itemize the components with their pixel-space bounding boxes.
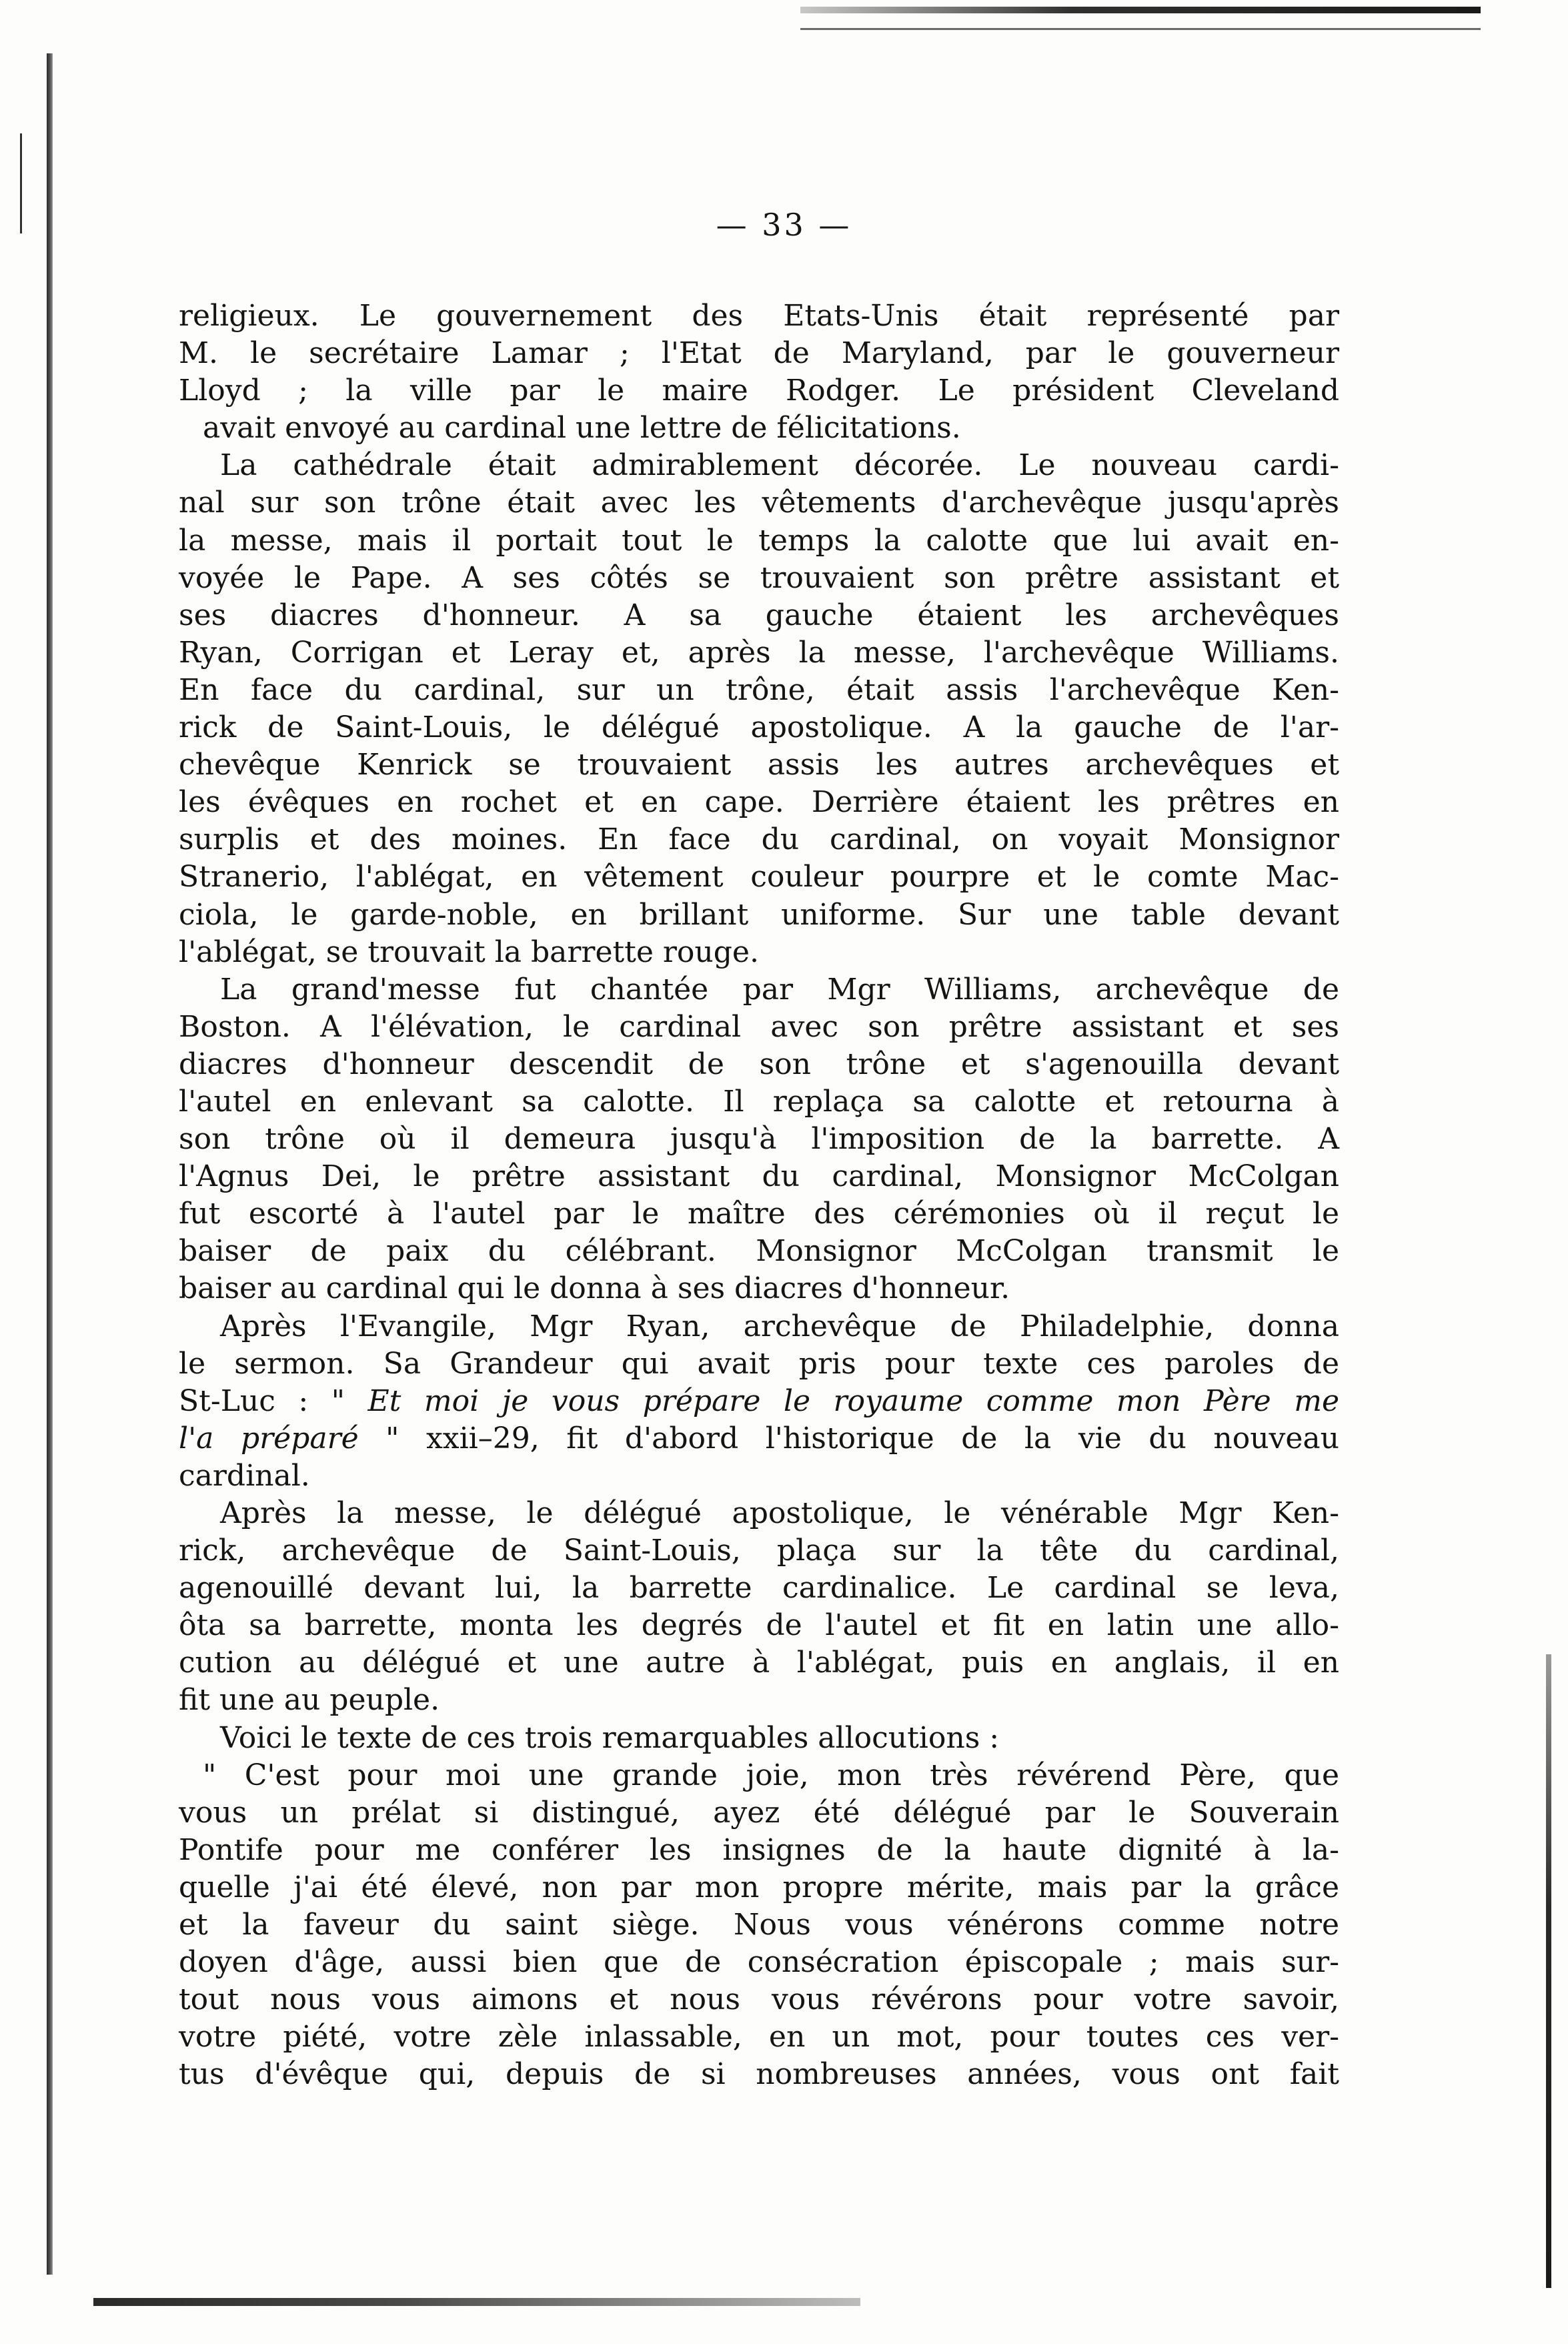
text-line: Voici le texte de ces trois remarquables allocutions : — [220, 1720, 1000, 1755]
text-line: En face du cardinal, sur un trône, était assis l'archevêque Ken- — [179, 672, 1339, 707]
text-line: M. le secrétaire Lamar ; l'Etat de Maryland, par le gouverneur — [179, 336, 1339, 371]
text-line: Après la messe, le délégué apostolique, le vénérable Mgr Ken- — [220, 1496, 1339, 1530]
text-line: tout nous vous aimons et nous vous révérons pour votre savoir, — [179, 1982, 1339, 2017]
text-line: Stranerio, l'ablégat, en vêtement couleur pourpre et le comte Mac- — [179, 860, 1339, 895]
text-line: chevêque Kenrick se trouvaient assis les autres archevêques et — [179, 748, 1339, 782]
body-text — [179, 298, 1339, 2094]
text-line: l'Agnus Dei, le prêtre assistant du cardinal, Monsignor McColgan — [179, 1159, 1339, 1194]
text-line: Ryan, Corrigan et Leray et, après la messe, l'archevêque Williams. — [179, 635, 1339, 670]
scan-top-edge — [800, 7, 1481, 13]
text-line: ses diacres d'honneur. A sa gauche étaient les archevêques — [179, 598, 1339, 632]
text-line: Pontife pour me conférer les insignes de la haute dignité à la- — [179, 1832, 1339, 1867]
text-line: baiser de paix du célébrant. Monsignor McColgan transmit le — [179, 1234, 1339, 1269]
scan-right-edge — [1546, 1654, 1551, 2288]
text-line: ôta sa barrette, monta les degrés de l'autel et fit en latin une allo- — [179, 1608, 1339, 1643]
text-line: Lloyd ; la ville par le maire Rodger. Le président Cleveland — [179, 374, 1339, 408]
text-line: fit une au peuple. — [179, 1683, 440, 1718]
text-line: et la faveur du saint siège. Nous vous vénérons comme notre — [179, 1908, 1339, 1942]
text-line: son trône où il demeura jusqu'à l'imposition de la barrette. A — [179, 1122, 1339, 1157]
text-line: rick, archevêque de Saint-Louis, plaça sur la tête du cardinal, — [179, 1534, 1339, 1568]
scan-bottom-edge — [93, 2298, 860, 2306]
text-line: l'autel en enlevant sa calotte. Il replaça sa calotte et retourna à — [179, 1084, 1339, 1119]
text-line: l'ablégat, se trouvait la barrette rouge. — [179, 935, 759, 969]
text-line: rick de Saint-Louis, le délégué apostolique. A la gauche de l'ar- — [179, 710, 1339, 745]
text-line: baiser au cardinal qui le donna à ses diacres d'honneur. — [179, 1271, 1010, 1306]
text-line: religieux. Le gouvernement des Etats-Unis était représenté par — [179, 299, 1339, 333]
text-line: St-Luc : " Et moi je vous prépare le royaume comme mon Père me — [179, 1383, 1339, 1418]
text-line: la messe, mais il portait tout le temps la calotte que lui avait en- — [179, 523, 1339, 558]
text-line: ciola, le garde-noble, en brillant uniforme. Sur une table devant — [179, 897, 1339, 932]
text-line: surplis et des moines. En face du cardinal, on voyait Monsignor — [179, 822, 1339, 857]
text-line: nal sur son trône était avec les vêtements d'archevêque jusqu'après — [179, 486, 1339, 520]
text-line: La grand'messe fut chantée par Mgr Williams, archevêque de — [220, 972, 1339, 1007]
scan-top-rule — [800, 28, 1481, 30]
text-line: voyée le Pape. A ses côtés se trouvaient son prêtre assistant et — [179, 560, 1339, 595]
text-line: avait envoyé au cardinal une lettre de félicitations. — [203, 411, 961, 446]
text-line: le sermon. Sa Grandeur qui avait pris pour texte ces paroles de — [179, 1346, 1339, 1381]
text-line: l'a préparé " xxii–29, fit d'abord l'historique de la vie du nouveau — [179, 1421, 1339, 1455]
text-line: agenouillé devant lui, la barrette cardinalice. Le cardinal se leva, — [179, 1571, 1339, 1606]
scan-left-edge — [47, 53, 53, 2275]
text-line: Boston. A l'élévation, le cardinal avec son prêtre assistant et ses — [179, 1009, 1339, 1044]
text-line: doyen d'âge, aussi bien que de consécration épiscopale ; mais sur- — [179, 1945, 1339, 1980]
text-line: les évêques en rochet et en cape. Derrière étaient les prêtres en — [179, 785, 1339, 820]
text-line: cution au délégué et une autre à l'ablégat, puis en anglais, il en — [179, 1646, 1339, 1680]
text-line: vous un prélat si distingué, ayez été délégué par le Souverain — [179, 1795, 1339, 1830]
text-line: votre piété, votre zèle inlassable, en un mot, pour toutes ces ver- — [179, 2020, 1339, 2055]
text-line: diacres d'honneur descendit de son trône et s'agenouilla devant — [179, 1047, 1339, 1081]
text-line: " C'est pour moi une grande joie, mon très révérend Père, que — [203, 1758, 1339, 1792]
text-line: Après l'Evangile, Mgr Ryan, archevêque de Philadelphie, donna — [220, 1309, 1339, 1343]
page-number: — 33 — — [716, 207, 852, 243]
text-line: quelle j'ai été élevé, non par mon propre mérite, mais par la grâce — [179, 1870, 1339, 1904]
text-line: cardinal. — [179, 1458, 310, 1493]
text-line: La cathédrale était admirablement décorée. Le nouveau cardi- — [220, 448, 1339, 483]
text-line: fut escorté à l'autel par le maître des cérémonies où il reçut le — [179, 1197, 1339, 1231]
text-line: tus d'évêque qui, depuis de si nombreuses années, vous ont fait — [179, 2057, 1339, 2092]
